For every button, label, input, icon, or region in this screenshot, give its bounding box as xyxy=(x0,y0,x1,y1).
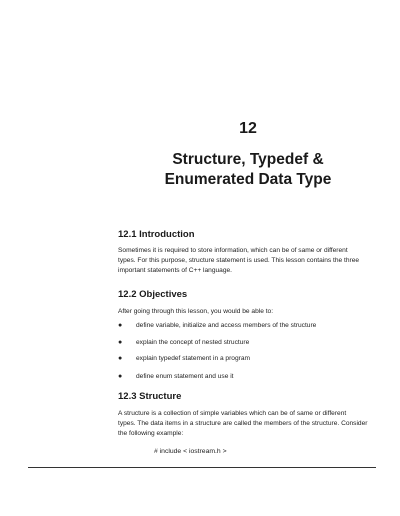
section-heading-objectives: 12.2 Objectives xyxy=(118,289,188,300)
objective-text: define variable, initialize and access members of the structure xyxy=(136,322,317,329)
section-heading-structure: 12.3 Structure xyxy=(118,391,182,402)
bullet-icon: ● xyxy=(118,355,123,362)
introduction-line: important statements of C++ language. xyxy=(118,267,232,274)
structure-line: types. The data items in a structure are called the members of the structure. Consider xyxy=(118,420,368,427)
structure-line: A structure is a collection of simple variables which can be of same or different xyxy=(118,410,347,417)
chapter-title-line-1: Structure, Typedef & xyxy=(172,151,324,168)
bullet-icon: ● xyxy=(118,373,123,380)
code-include-line: # include < iostream.h > xyxy=(154,448,227,455)
objective-text: explain typedef statement in a program xyxy=(136,355,250,362)
chapter-title xyxy=(48,150,400,190)
bullet-icon: ● xyxy=(118,322,123,329)
chapter-title-line-2: Enumerated Data Type xyxy=(164,171,332,188)
section-heading-introduction: 12.1 Introduction xyxy=(118,229,195,240)
objective-text: explain the concept of nested structure xyxy=(136,339,250,346)
introduction-paragraph xyxy=(118,246,380,276)
bullet-icon: ● xyxy=(118,339,123,346)
structure-paragraph xyxy=(118,409,380,439)
structure-line: the following example: xyxy=(118,430,184,437)
page-bottom-rule xyxy=(28,467,376,468)
introduction-line: Sometimes it is required to store information, which can be of same or different xyxy=(118,247,348,254)
objective-text: define enum statement and use it xyxy=(136,373,234,380)
chapter-number: 12 xyxy=(239,120,257,137)
objectives-intro: After going through this lesson, you would be able to: xyxy=(118,308,274,315)
introduction-line: types. For this purpose, structure statement is used. This lesson contains the three xyxy=(118,257,360,264)
